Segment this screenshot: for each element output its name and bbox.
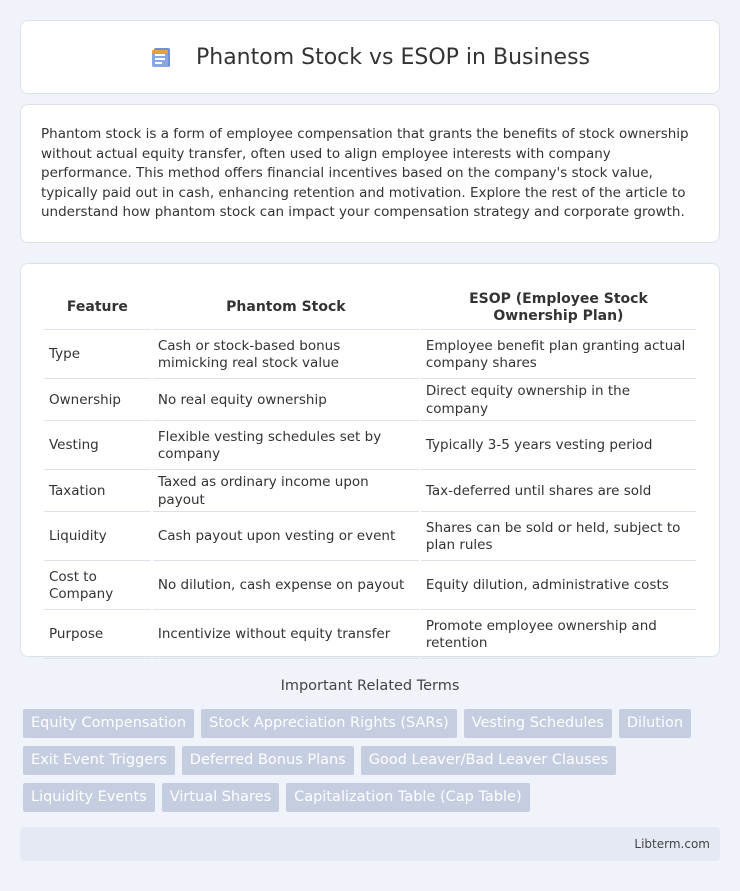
tag-dilution[interactable]: Dilution <box>619 709 691 738</box>
cell-feature: Purpose <box>44 612 151 659</box>
header-card <box>20 20 720 94</box>
table-row <box>44 423 696 470</box>
intro-paragraph: Phantom stock is a form of employee compensation that grants the benefits of stock ownership without actual equity transfer, often used to align employee interests with company performance. This method offers financial incentives based on the company's stock value, typically paid out in cash, enhancing retention and motivation. Explore the rest of the article to understand how phantom stock can impact your compensation strategy and corporate growth. <box>41 126 689 220</box>
cell-feature: Vesting <box>44 423 151 470</box>
tag-vesting-schedules[interactable]: Vesting Schedules <box>464 709 612 738</box>
tag-exit-event-triggers[interactable]: Exit Event Triggers <box>23 746 175 775</box>
table-row <box>44 612 696 659</box>
cell-phantom: No real equity ownership <box>153 381 419 421</box>
cell-esop: Tax-deferred until shares are sold <box>421 472 696 512</box>
tag-deferred-bonus-plans[interactable]: Deferred Bonus Plans <box>182 746 354 775</box>
cell-feature: Liquidity <box>44 514 151 561</box>
cell-esop: Typically 3-5 years vesting period <box>421 423 696 470</box>
tag-cap-table[interactable]: Capitalization Table (Cap Table) <box>286 783 530 812</box>
cell-feature: Type <box>44 332 151 379</box>
tag-stock-appreciation-rights[interactable]: Stock Appreciation Rights (SARs) <box>201 709 457 738</box>
footer-site-link[interactable]: Libterm.com <box>634 837 710 851</box>
table-row <box>44 332 696 379</box>
cell-phantom: Cash or stock-based bonus mimicking real stock value <box>153 332 419 379</box>
tag-liquidity-events[interactable]: Liquidity Events <box>23 783 155 812</box>
cell-esop: Direct equity ownership in the company <box>421 381 696 421</box>
cell-feature: Cost to Company <box>44 563 151 610</box>
cell-feature: Taxation <box>44 472 151 512</box>
page-title: Phantom Stock vs ESOP in Business <box>195 44 590 70</box>
comparison-table <box>42 284 698 661</box>
cell-esop: Promote employee ownership and retention <box>421 612 696 659</box>
related-terms-title: Important Related Terms <box>280 678 460 694</box>
cell-esop: Employee benefit plan granting actual company shares <box>421 332 696 379</box>
table-row <box>44 381 696 421</box>
footer <box>20 827 720 861</box>
header-esop: ESOP (Employee Stock Ownership Plan) <box>421 286 696 330</box>
tag-good-leaver-bad-leaver[interactable]: Good Leaver/Bad Leaver Clauses <box>361 746 616 775</box>
tag-equity-compensation[interactable]: Equity Compensation <box>23 709 194 738</box>
table-row <box>44 514 696 561</box>
cell-esop: Equity dilution, administrative costs <box>421 563 696 610</box>
cell-phantom: No dilution, cash expense on payout <box>153 563 419 610</box>
cell-phantom: Cash payout upon vesting or event <box>153 514 419 561</box>
tag-virtual-shares[interactable]: Virtual Shares <box>162 783 279 812</box>
header-phantom-stock: Phantom Stock <box>153 286 419 330</box>
cell-phantom: Taxed as ordinary income upon payout <box>153 472 419 512</box>
intro-card <box>20 104 720 243</box>
document-icon <box>150 45 174 69</box>
cell-phantom: Flexible vesting schedules set by company <box>153 423 419 470</box>
cell-phantom: Incentivize without equity transfer <box>153 612 419 659</box>
comparison-table-card <box>20 263 720 657</box>
table-row <box>44 563 696 610</box>
cell-feature: Ownership <box>44 381 151 421</box>
table-row <box>44 472 696 512</box>
related-terms-list <box>23 709 713 812</box>
table-header-row <box>44 286 696 330</box>
header-feature: Feature <box>44 286 151 330</box>
cell-esop: Shares can be sold or held, subject to plan rules <box>421 514 696 561</box>
